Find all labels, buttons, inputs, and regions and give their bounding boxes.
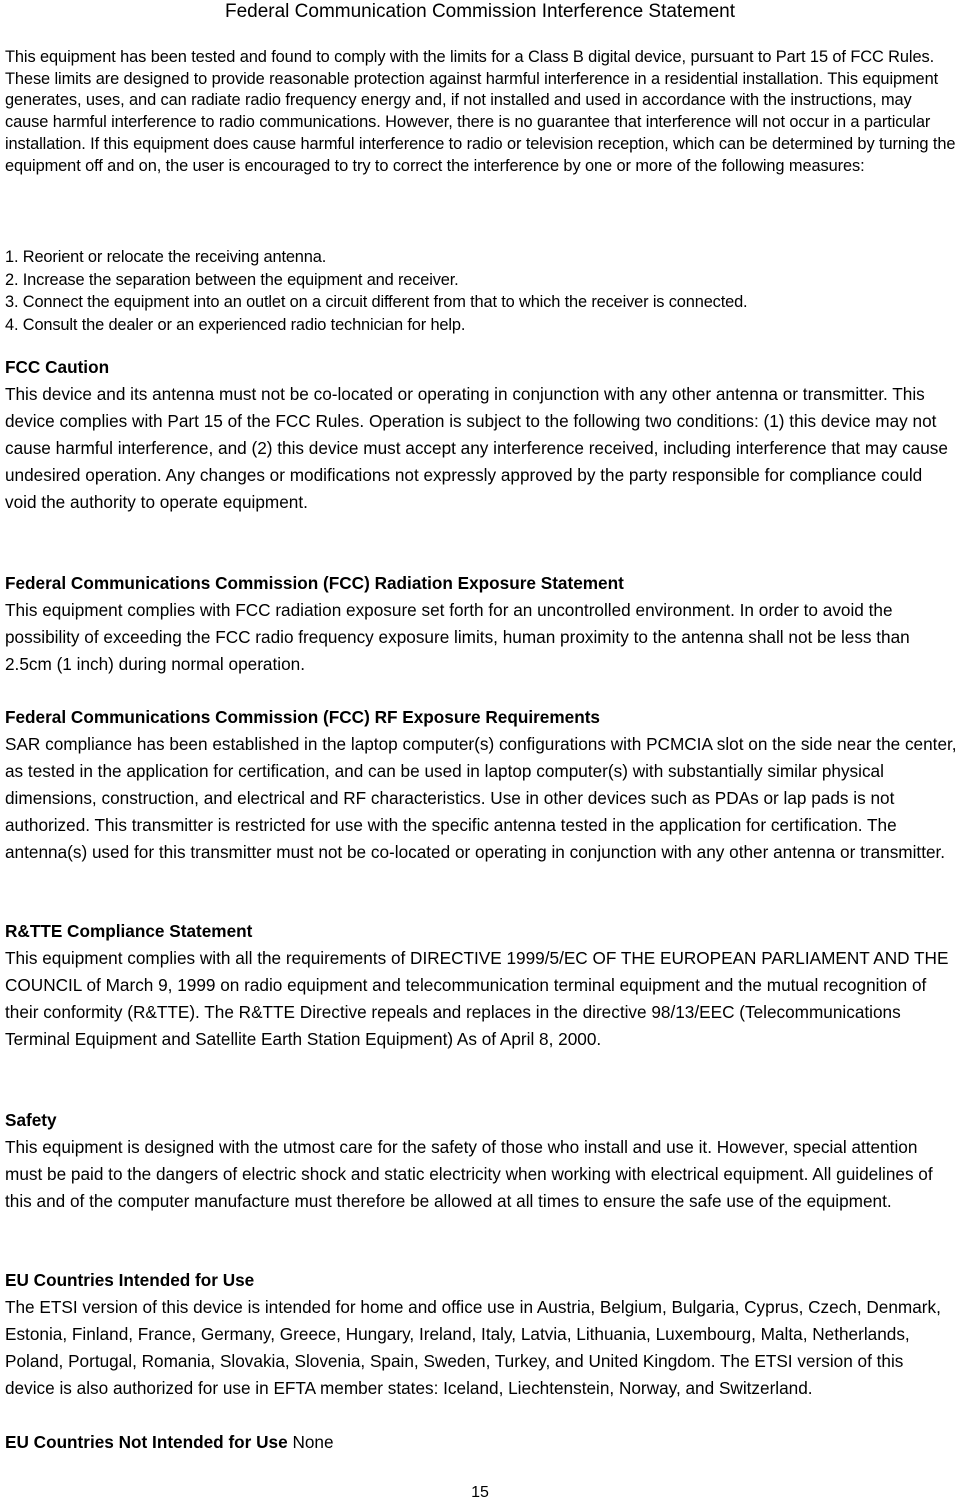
measures-list xyxy=(5,246,960,336)
section-heading: R&TTE Compliance Statement xyxy=(5,921,253,941)
rtte-section xyxy=(5,918,957,1053)
list-item: 3. Connect the equipment into an outlet on a circuit different from that to which the receiver is connected. xyxy=(5,293,748,312)
intro-paragraph: This equipment has been tested and found to comply with the limits for a Class B digital device, pursuant to Part 15 of FCC Rules. These limits are designed to provide reasonable protection against harmful interference in a residential installation. This equipment generates, uses, and can radiate radio frequency energy and, if not installed and used in accordance with the instructions, may cause harmful interference to radio communications. However, there is no guarantee that interference will not occur in a particular installation. If this equipment does cause harmful interference to radio or television reception, which can be determined by turning the equipment off and on, the user is encouraged to try to correct the interference by one or more of the following measures: xyxy=(5,48,956,175)
section-body: This equipment complies with FCC radiation exposure set forth for an uncontrolled environment. In order to avoid the possibility of exceeding the FCC radio frequency exposure limits, human proximity to the antenna shall not be less than 2.5cm (1 inch) during normal operation. xyxy=(5,600,910,674)
section-heading: Federal Communications Commission (FCC) RF Exposure Requirements xyxy=(5,707,600,727)
list-item: 1. Reorient or relocate the receiving antenna. xyxy=(5,248,327,266)
page-header-title: Federal Communication Commission Interference Statement xyxy=(224,1,736,22)
eu-not-intended-value: None xyxy=(292,1432,334,1452)
radiation-exposure-section xyxy=(5,570,957,678)
section-heading: Safety xyxy=(5,1110,57,1130)
page-number: 15 xyxy=(471,1484,489,1501)
section-body: The ETSI version of this device is intended for home and office use in Austria, Belgium, Bulgaria, Cyprus, Czech, Denmark, Estonia, Finland, France, Germany, Greece, Hungary, Ireland, Italy, Latvia, Lithuania, Luxembourg, Malta, Netherlands, Poland, Portugal, Romania, Slovakia, Slovenia, Spain, Sweden, Turkey, and United Kingdom. The ETSI version of this device is also authorized for use in EFTA member states: Iceland, Liechtenstein, Norway, and Switzerland. xyxy=(5,1297,941,1398)
list-item: 4. Consult the dealer or an experienced radio technician for help. xyxy=(5,315,466,334)
fcc-caution-section xyxy=(5,354,957,516)
section-body: SAR compliance has been established in the laptop computer(s) configurations with PCMCIA slot on the side near the center, as tested in the application for certification, and can be used in laptop computer(s) with substantially similar physical dimensions, construction, and electrical and RF characteristics. Use in other devices such as PDAs or lap pads is not authorized. This transmitter is restricted for use with the specific antenna tested in the application for certification. The antenna(s) used for this transmitter must not be co-located or operating in conjunction with any other antenna or transmitter. xyxy=(5,734,957,862)
section-heading: EU Countries Not Intended for Use xyxy=(5,1432,288,1452)
intro-section xyxy=(5,47,957,177)
safety-section xyxy=(5,1107,957,1215)
section-heading: FCC Caution xyxy=(5,357,110,377)
section-body: This device and its antenna must not be co-located or operating in conjunction with any other antenna or transmitter. This device complies with Part 15 of the FCC Rules. Operation is subject to the following two conditions: (1) this device may not cause harmful interference, and (2) this device must accept any interference received, including interference that may cause undesired operation. Any changes or modifications not expressly approved by the party responsible for compliance could void the authority to operate equipment. xyxy=(5,384,948,512)
eu-intended-section xyxy=(5,1267,957,1402)
section-heading: Federal Communications Commission (FCC) Radiation Exposure Statement xyxy=(5,573,624,593)
eu-not-intended-line xyxy=(5,1429,334,1456)
section-body: This equipment is designed with the utmost care for the safety of those who install and use it. However, special attention must be paid to the dangers of electric shock and static electricity when working with electrical equipment. All guidelines of this and of the computer manufacture must therefore be allowed at all times to ensure the safe use of the equipment. xyxy=(5,1137,933,1211)
section-heading: EU Countries Intended for Use xyxy=(5,1270,255,1290)
list-item: 2. Increase the separation between the equipment and receiver. xyxy=(5,270,459,289)
rf-exposure-section xyxy=(5,704,957,866)
section-body: This equipment complies with all the requirements of DIRECTIVE 1999/5/EC OF THE EUROPEAN PARLIAMENT AND THE COUNCIL of March 9, 1999 on radio equipment and telecommunication terminal equipment and the mutual recognition of their conformity (R&TTE). The R&TTE Directive repeals and replaces in the directive 98/13/EEC (Telecommunications Terminal Equipment and Satellite Earth Station Equipment) As of April 8, 2000. xyxy=(5,948,949,1049)
